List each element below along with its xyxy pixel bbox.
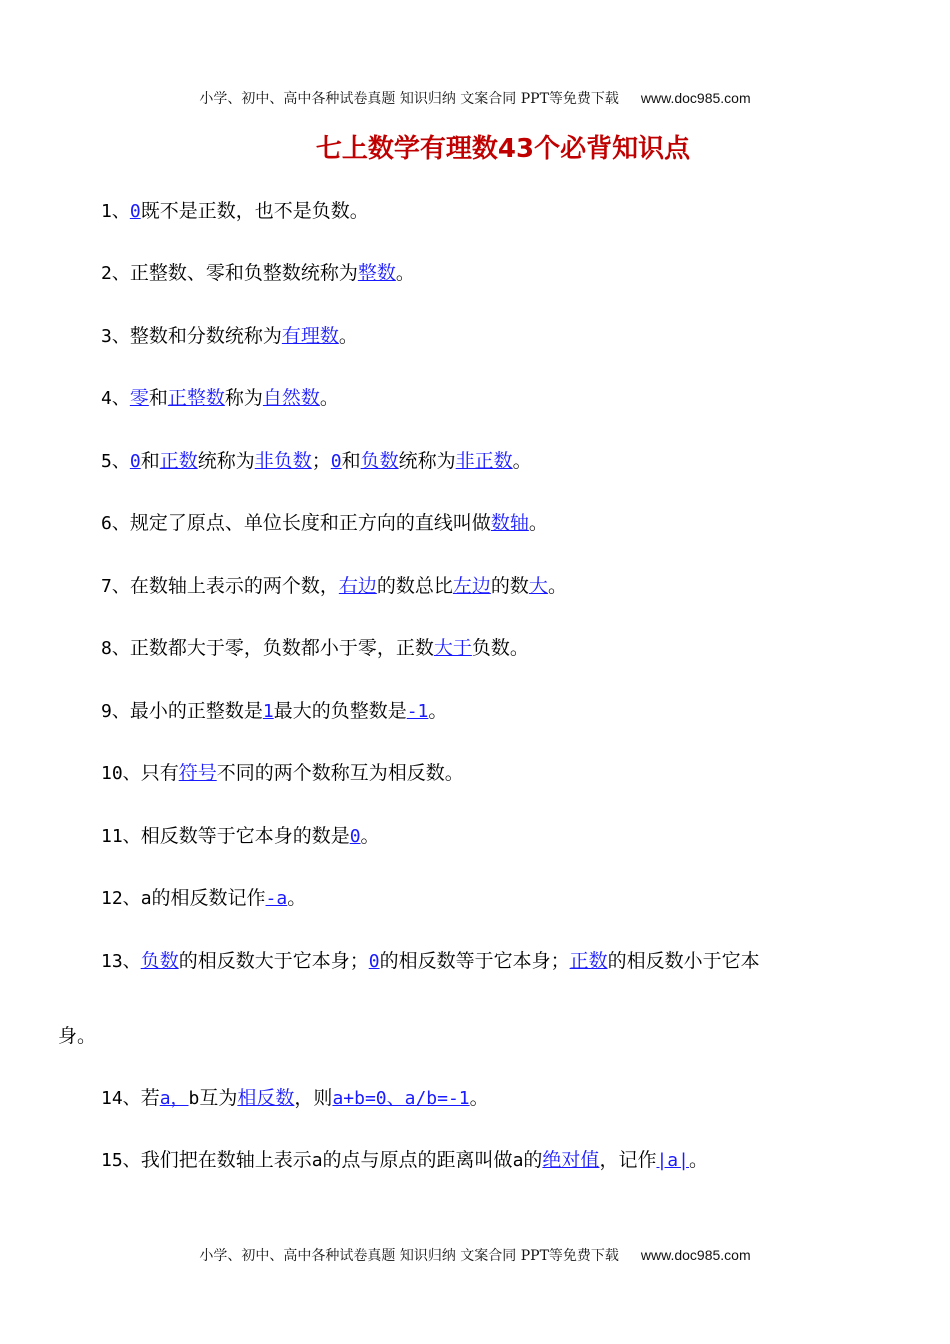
link-rational[interactable]: 有理数 — [281, 325, 339, 347]
knowledge-item-4: 4、零和正整数称为自然数。 — [101, 387, 339, 409]
knowledge-item-7: 7、在数轴上表示的两个数，右边的数总比左边的数大。 — [101, 575, 567, 597]
knowledge-item-11: 11、相反数等于它本身的数是0。 — [101, 825, 380, 847]
knowledge-item-9: 9、最小的正整数是1最大的负整数是-1。 — [101, 700, 448, 722]
link-positive-integer[interactable]: 正整数 — [167, 387, 225, 409]
link-natural[interactable]: 自然数 — [262, 387, 320, 409]
footer-site-link[interactable]: www.doc985.com — [640, 1247, 751, 1263]
header-text: 小学、初中、高中各种试卷真题 知识归纳 文案合同 PPT等免费下载 — [199, 91, 619, 107]
knowledge-item-6: 6、规定了原点、单位长度和正方向的直线叫做数轴。 — [101, 512, 548, 534]
knowledge-item-14: 14、若a，b互为相反数，则a+b=0、a/b=-1。 — [101, 1087, 489, 1109]
header-site-link[interactable]: www.doc985.com — [640, 90, 751, 106]
knowledge-item-5: 5、0和正数统称为非负数；0和负数统称为非正数。 — [101, 450, 532, 472]
link-zero[interactable]: 0 — [129, 201, 141, 222]
footer-text: 小学、初中、高中各种试卷真题 知识归纳 文案合同 PPT等免费下载 — [199, 1248, 619, 1264]
knowledge-item-2: 2、正整数、零和负整数统称为整数。 — [101, 262, 415, 284]
document-title: 七上数学有理数43个必背知识点 — [315, 134, 691, 164]
knowledge-item-8: 8、正数都大于零，负数都小于零，正数大于负数。 — [101, 637, 529, 659]
knowledge-item-12: 12、a的相反数记作-a。 — [101, 887, 307, 909]
knowledge-item-13: 13、负数的相反数大于它本身；0的相反数等于它本身；正数的相反数小于它本 — [101, 950, 760, 972]
page-footer — [0, 1245, 950, 1265]
link-integer[interactable]: 整数 — [357, 262, 396, 284]
knowledge-item-3: 3、整数和分数统称为有理数。 — [101, 325, 358, 347]
link-number-line[interactable]: 数轴 — [490, 512, 529, 534]
knowledge-item-1: 1、0既不是正数，也不是负数。 — [101, 200, 369, 222]
knowledge-item-10: 10、只有符号不同的两个数称互为相反数。 — [101, 762, 464, 784]
link-zero-word[interactable]: 零 — [129, 387, 149, 409]
knowledge-item-15: 15、我们把在数轴上表示a的点与原点的距离叫做a的绝对值，记作|a|。 — [101, 1149, 708, 1171]
page-header — [0, 88, 950, 108]
knowledge-item-13-continuation: 身。 — [58, 1025, 97, 1047]
